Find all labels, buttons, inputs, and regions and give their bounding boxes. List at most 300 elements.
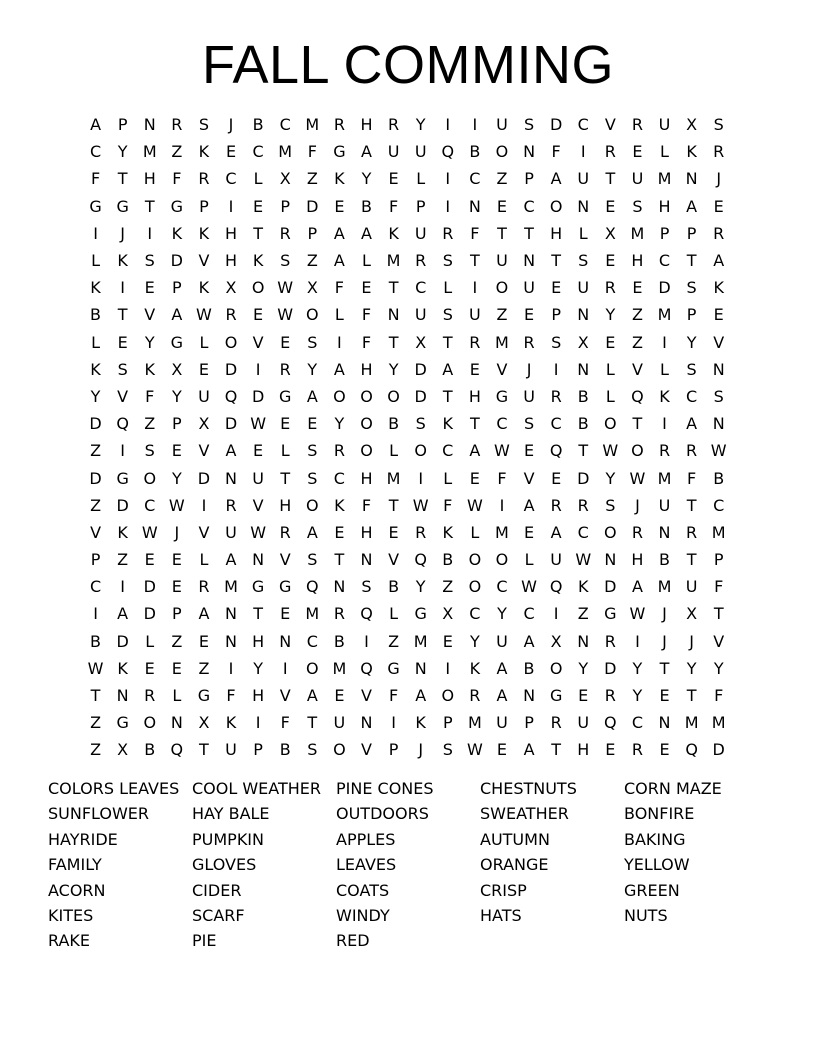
grid-letter: E [523,441,535,461]
grid-letter: E [632,278,643,298]
grid-letter: B [388,577,400,597]
grid-letter: R [198,577,210,597]
grid-letter: O [441,686,455,706]
grid-row [82,356,734,383]
grid-letter: W [250,522,267,542]
grid-letter: P [253,740,263,760]
grid-letter: E [469,468,480,488]
grid-row [82,111,734,138]
grid-letter: I [635,631,640,651]
grid-letter: C [577,115,589,135]
grid-letter: C [496,414,508,434]
grid-letter: K [442,414,454,434]
grid-letter: O [224,332,238,352]
grid-letter: E [171,441,182,461]
grid-letter: C [523,604,535,624]
word-list-item: AUTUMN [480,829,550,849]
grid-letter: I [201,495,207,515]
grid-letter: G [116,196,129,216]
grid-row [82,247,734,274]
word-list-item: PINE CONES [336,779,434,798]
grid-letter: E [442,631,453,651]
grid-letter: W [168,495,185,515]
grid-letter: R [658,441,671,461]
grid-letter: O [495,550,509,570]
grid-letter: E [225,142,237,162]
grid-letter: C [442,441,454,461]
grid-letter: Z [577,604,589,624]
grid-letter: X [117,740,129,760]
grid-letter: X [198,713,210,733]
grid-letter: S [307,332,318,352]
grid-letter: B [360,196,372,216]
grid-letter: Q [631,386,644,406]
word-list-item: PUMPKIN [192,829,264,849]
grid-letter: Y [253,658,263,678]
grid-letter: I [391,713,396,733]
grid-letter: U [523,386,535,406]
grid-letter: R [225,495,237,515]
grid-letter: N [577,196,590,216]
grid-letter: Z [631,305,643,325]
grid-letter: T [551,251,562,271]
grid-letter: Q [414,550,427,570]
grid-letter: S [713,386,724,406]
grid-letter: B [659,550,670,570]
grid-letter: C [144,495,156,515]
grid-letter: F [361,332,372,352]
word-list-item: SWEATHER [480,804,569,824]
grid-letter: T [551,740,562,760]
grid-letter: P [172,278,182,298]
grid-letter: W [629,468,646,488]
grid-letter: D [116,631,129,651]
grid-letter: V [198,522,210,542]
grid-letter: P [280,196,291,216]
grid-letter: B [442,550,454,570]
grid-letter: L [660,142,669,162]
grid-letter: E [523,305,535,325]
grid-letter: R [686,522,698,542]
grid-letter: E [144,278,155,298]
grid-letter: U [685,577,698,597]
grid-letter: W [521,577,537,597]
grid-letter: G [116,713,129,733]
grid-letter: S [144,441,155,461]
grid-letter: O [360,441,373,461]
grid-letter: J [418,740,424,760]
grid-letter: R [631,115,643,135]
grid-letter: O [468,577,482,597]
grid-letter: E [144,658,155,678]
grid-letter: M [278,142,293,162]
grid-letter: R [225,305,237,325]
word-list-item: CORN MAZE [624,779,722,798]
grid-letter: W [466,740,483,760]
grid-letter: P [551,305,561,325]
grid-letter: O [306,658,319,678]
grid-letter: O [251,278,265,298]
grid-letter: W [277,305,294,325]
grid-letter: D [143,604,156,624]
grid-letter: T [605,169,616,189]
grid-letter: O [143,468,157,488]
grid-letter: M [142,142,157,162]
word-list-item: LEAVES [336,855,397,875]
grid-letter: O [306,305,319,325]
word-list-item: COOL WEATHER [192,779,322,798]
grid-letter: M [224,577,238,597]
grid-row [82,736,734,763]
grid-letter: D [116,495,129,515]
grid-letter: I [120,278,125,298]
grid-letter: E [659,740,670,760]
grid-letter: L [389,441,399,461]
grid-letter: M [467,713,482,733]
grid-letter: E [632,142,643,162]
grid-letter: E [605,196,616,216]
grid-letter: R [442,223,454,243]
grid-letter: I [255,359,261,379]
grid-letter: T [686,495,697,515]
word-list-item: HAY BALE [192,804,270,824]
grid-letter: Y [334,414,345,434]
grid-letter: F [551,142,561,162]
grid-letter: P [172,604,182,624]
grid-letter: P [415,196,426,216]
grid-letter: P [90,550,101,570]
word-list-item: RAKE [48,931,91,951]
grid-letter: D [604,577,617,597]
grid-row [82,410,734,437]
grid-letter: D [224,414,238,434]
grid-letter: H [252,631,265,651]
grid-letter: L [443,468,453,488]
grid-letter: G [279,386,292,406]
grid-letter: Z [90,495,102,515]
grid-letter: H [631,251,644,271]
grid-letter: E [253,441,264,461]
grid-letter: V [713,332,725,352]
grid-letter: B [90,305,102,325]
grid-letter: K [90,359,101,379]
grid-letter: T [469,251,480,271]
grid-letter: P [117,115,128,135]
grid-letter: I [662,332,667,352]
grid-letter: O [143,713,157,733]
grid-letter: S [415,414,426,434]
grid-letter: I [228,196,234,216]
grid-letter: A [469,441,481,461]
grid-letter: K [577,577,589,597]
grid-letter: B [713,468,725,488]
grid-letter: Y [171,468,182,488]
word-list-item: GREEN [624,880,680,900]
grid-letter: R [604,631,616,651]
grid-letter: X [577,332,589,352]
grid-letter: T [388,332,399,352]
grid-row [82,138,734,165]
grid-row [82,492,734,519]
grid-letter: R [279,359,291,379]
grid-letter: T [469,414,480,434]
grid-letter: E [171,658,182,678]
word-list-item: COATS [336,880,390,900]
grid-letter: N [577,359,590,379]
grid-letter: N [116,686,129,706]
grid-letter: S [578,251,589,271]
grid-letter: Q [549,441,563,461]
grid-letter: L [253,169,263,189]
grid-letter: D [712,740,725,760]
grid-letter: F [714,577,724,597]
grid-letter: T [659,658,670,678]
grid-letter: N [658,713,671,733]
grid-letter: V [361,686,372,706]
grid-letter: N [143,115,156,135]
grid-letter: V [713,631,725,651]
grid-letter: S [686,359,697,379]
grid-letter: A [361,223,372,243]
grid-letter: L [578,223,588,243]
grid-letter: E [117,332,128,352]
grid-letter: A [550,169,562,189]
grid-letter: D [604,658,617,678]
grid-letter: W [141,522,158,542]
grid-letter: V [198,441,210,461]
grid-letter: J [228,115,234,135]
grid-letter: E [307,414,318,434]
grid-letter: S [632,196,643,216]
grid-letter: R [198,169,210,189]
grid-row [82,628,734,655]
grid-letter: O [549,658,563,678]
grid-letter: S [280,251,291,271]
grid-letter: J [689,631,694,651]
word-list-item: HAYRIDE [48,829,118,849]
grid-row [82,519,734,546]
grid-letter: T [117,305,128,325]
grid-letter: R [713,142,725,162]
grid-letter: D [89,468,102,488]
grid-letter: R [713,223,725,243]
grid-letter: L [172,686,182,706]
grid-letter: B [333,631,345,651]
grid-letter: A [496,686,508,706]
grid-letter: Y [713,658,724,678]
grid-letter: W [250,414,267,434]
grid-letter: K [225,713,237,733]
grid-letter: I [228,658,234,678]
grid-letter: B [577,386,589,406]
grid-letter: O [387,386,400,406]
grid-letter: Y [686,658,697,678]
grid-letter: C [333,468,345,488]
word-list-item: RED [336,931,370,951]
grid-letter: C [713,495,725,515]
grid-letter: M [657,468,672,488]
grid-letter: R [415,251,427,271]
grid-letter: R [469,686,481,706]
grid-letter: E [551,468,562,488]
grid-letter: F [714,686,724,706]
grid-letter: Y [361,169,372,189]
grid-letter: M [495,332,509,352]
grid-letter: T [632,414,643,434]
grid-letter: C [89,142,102,162]
word-list-item: OUTDOORS [336,804,429,824]
grid-letter: D [197,468,211,488]
grid-letter: U [577,713,590,733]
grid-letter: H [577,740,590,760]
grid-letter: S [551,332,562,352]
grid-letter: Y [415,115,426,135]
grid-letter: U [198,386,210,406]
grid-letter: N [360,713,373,733]
grid-letter: T [307,713,318,733]
grid-letter: A [496,658,508,678]
grid-letter: E [605,251,616,271]
grid-letter: R [469,332,481,352]
grid-letter: J [635,495,640,515]
grid-letter: H [468,386,481,406]
grid-letter: U [225,522,237,542]
grid-letter: S [523,115,535,135]
grid-letter: P [307,223,318,243]
grid-letter: D [143,577,156,597]
grid-letter: H [360,359,373,379]
grid-letter: I [445,658,451,678]
grid-letter: Y [388,359,399,379]
grid-letter: R [523,332,535,352]
grid-letter: Y [415,577,426,597]
grid-letter: K [442,522,454,542]
grid-letter: A [523,740,535,760]
word-column [480,776,624,954]
grid-letter: A [550,522,562,542]
grid-letter: B [469,142,481,162]
grid-letter: K [334,169,345,189]
grid-letter: V [117,386,129,406]
grid-letter: D [549,115,563,135]
grid-letter: T [280,468,291,488]
grid-letter: T [199,740,209,760]
grid-letter: O [333,740,346,760]
grid-letter: S [307,740,318,760]
grid-letter: X [415,332,427,352]
grid-letter: I [472,115,478,135]
word-list-item: ORANGE [480,855,549,875]
grid-letter: Z [442,577,454,597]
grid-letter: B [388,414,400,434]
grid-letter: R [686,441,698,461]
grid-letter: M [657,305,672,325]
grid-letter: W [277,278,294,298]
grid-letter: W [710,441,727,461]
grid-letter: L [199,550,209,570]
grid-letter: P [524,169,534,189]
word-list-item: CHESTNUTS [480,779,577,798]
grid-letter: M [657,169,672,189]
grid-letter: E [659,686,670,706]
grid-letter: X [604,223,616,243]
grid-letter: E [713,305,724,325]
grid-letter: Z [631,332,643,352]
grid-letter: C [279,115,291,135]
grid-letter: C [225,169,237,189]
grid-letter: Z [171,142,183,162]
grid-letter: I [93,223,98,243]
grid-letter: N [658,522,671,542]
grid-letter: H [550,223,563,243]
grid-letter: H [143,169,156,189]
grid-letter: L [389,604,399,624]
grid-row [82,437,734,464]
grid-letter: G [89,196,102,216]
grid-row [82,193,734,220]
grid-letter: C [469,604,481,624]
word-column [336,776,480,954]
grid-letter: E [469,359,480,379]
grid-letter: Z [90,740,102,760]
grid-letter: I [418,468,424,488]
grid-letter: P [388,740,399,760]
grid-row [82,573,734,600]
grid-letter: O [306,495,319,515]
grid-letter: Q [170,740,184,760]
grid-letter: G [170,196,184,216]
grid-letter: U [631,169,644,189]
grid-letter: O [468,550,482,570]
grid-letter: N [360,550,373,570]
grid-letter: V [631,359,643,379]
grid-letter: O [414,441,427,461]
grid-letter: E [171,577,182,597]
grid-letter: F [470,223,480,243]
grid-letter: A [306,522,318,542]
grid-letter: L [362,251,371,271]
grid-letter: Q [360,658,373,678]
grid-letter: S [442,305,453,325]
grid-letter: U [523,278,535,298]
grid-letter: K [198,223,210,243]
grid-letter: N [252,550,265,570]
grid-letter: D [414,359,427,379]
word-list-item: WINDY [336,906,390,926]
grid-letter: C [469,169,481,189]
grid-letter: P [199,196,209,216]
grid-letter: Y [171,386,182,406]
grid-letter: S [442,740,453,760]
grid-letter: C [686,386,698,406]
grid-letter: G [279,577,292,597]
grid-letter: A [713,251,725,271]
grid-letter: Q [441,142,455,162]
grid-letter: X [550,631,562,651]
grid-letter: A [333,251,345,271]
grid-letter: O [333,386,346,406]
word-list-item: GLOVES [192,855,257,875]
grid-letter: L [334,305,344,325]
grid-letter: C [631,713,643,733]
grid-letter: M [305,115,320,135]
grid-letter: F [388,196,399,216]
grid-letter: R [550,713,562,733]
word-list-item: APPLES [336,829,396,849]
word-list-item: BONFIRE [624,804,695,824]
grid-letter: Z [306,251,318,271]
grid-letter: O [631,441,644,461]
